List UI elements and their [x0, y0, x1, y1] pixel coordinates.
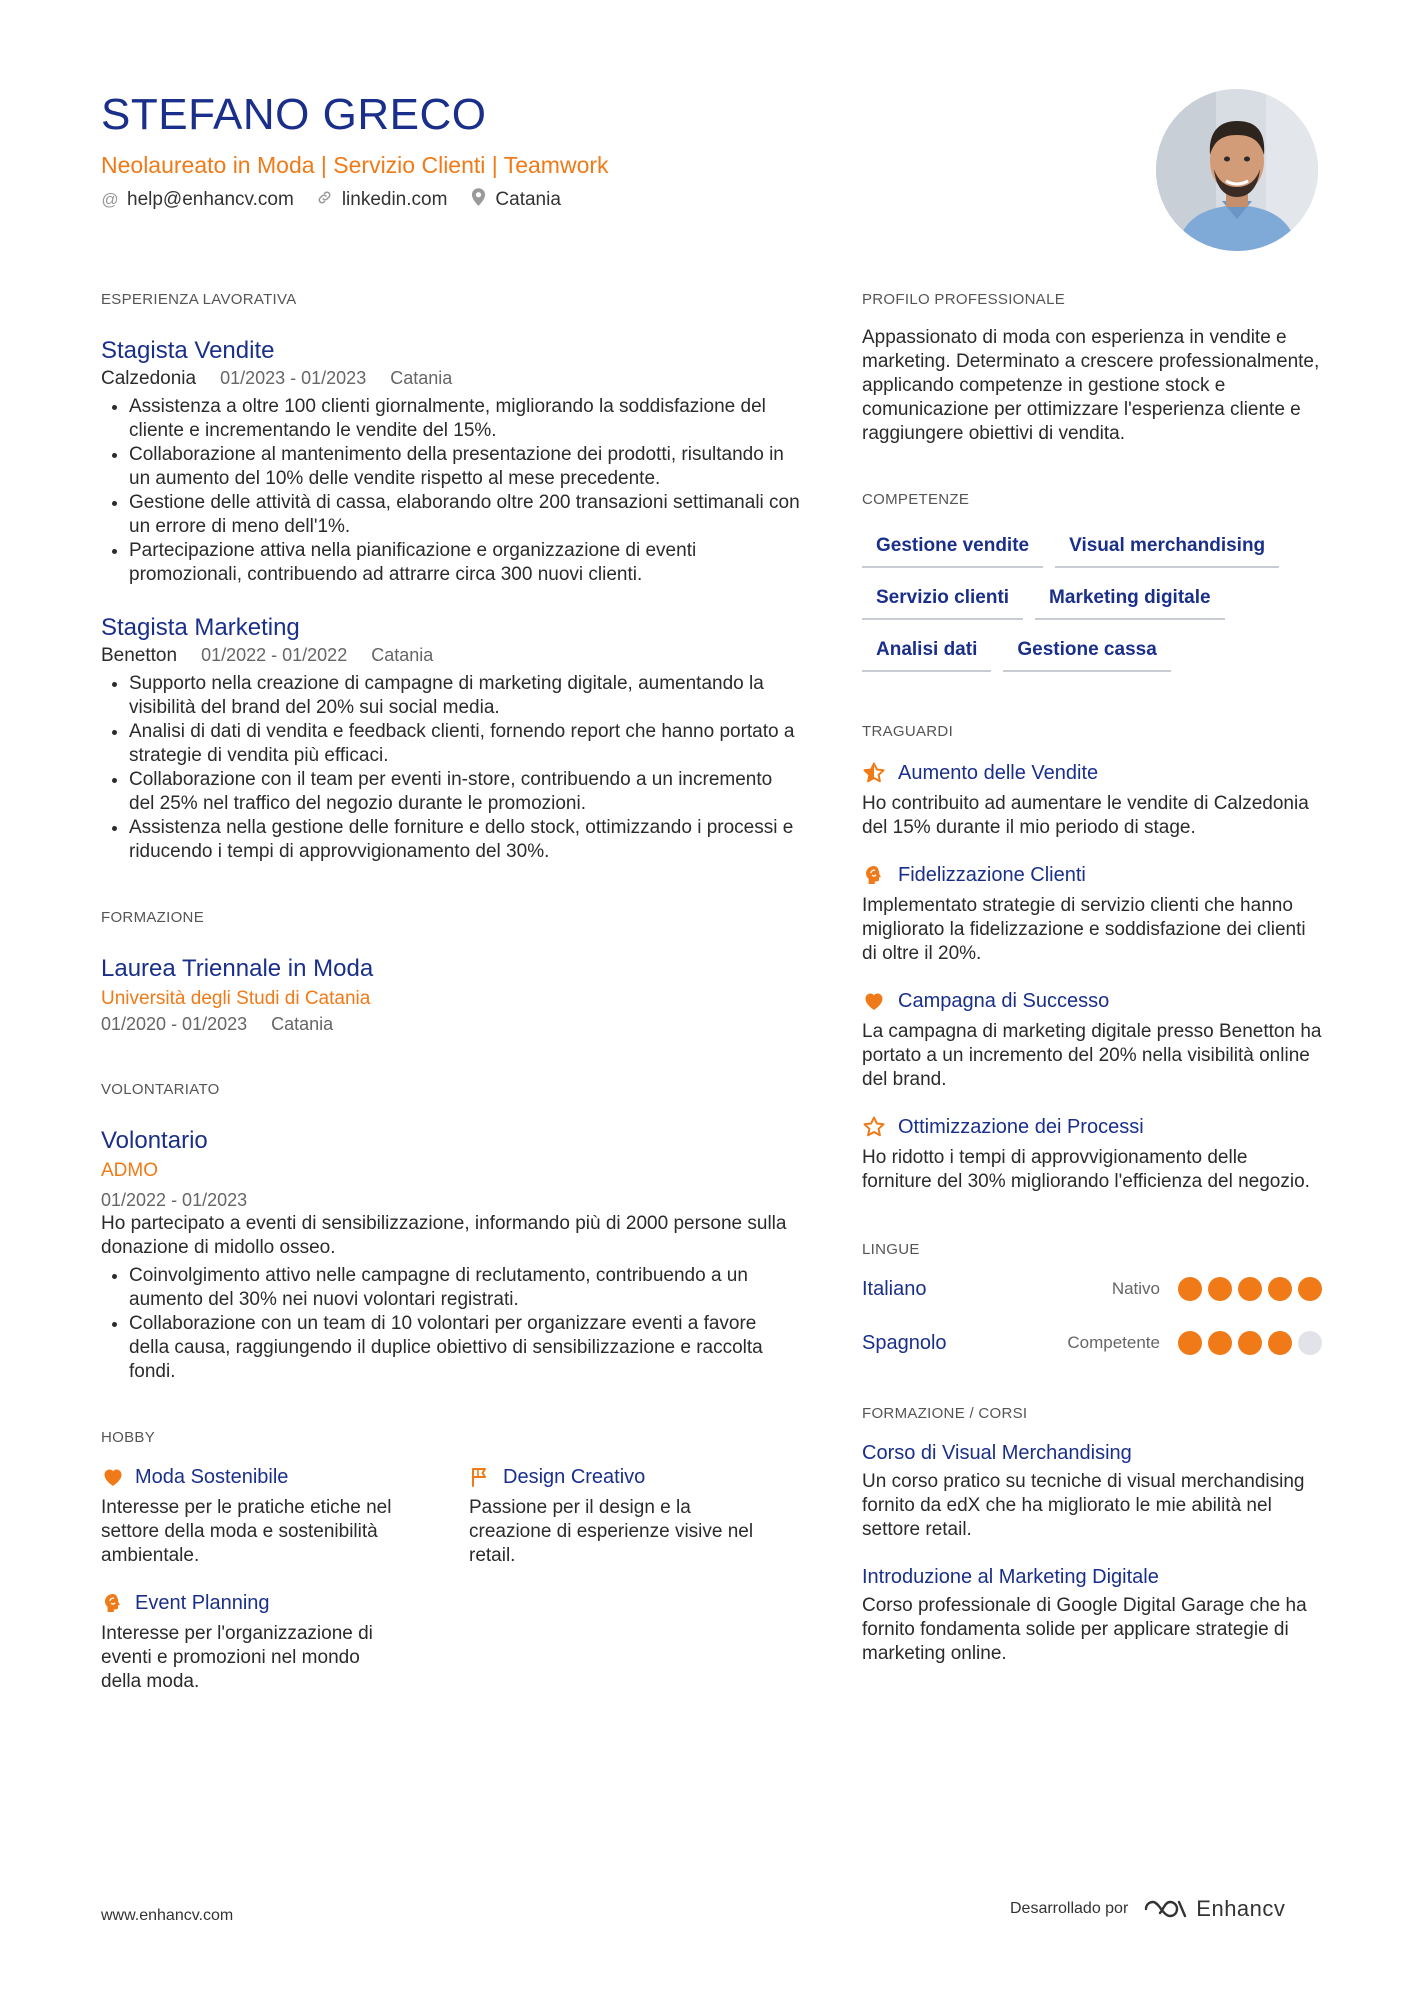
rating-dot-filled: [1208, 1331, 1232, 1355]
at-icon: @: [101, 189, 119, 209]
hobby-title: Event Planning: [135, 1592, 270, 1614]
language-item: [862, 1274, 1322, 1304]
course-title: Introduzione al Marketing Digitale: [862, 1566, 1159, 1588]
left-column: [101, 290, 801, 1694]
language-level: Competente: [1067, 1333, 1160, 1352]
footer-website[interactable]: www.enhancv.com: [101, 1907, 234, 1924]
hobby-item: [469, 1464, 799, 1568]
job-bullet: • Collaborazione al mantenimento della presentazione dei prodotti, risultando in un aumento del 10% delle vendite rispetto al mese precedente.: [129, 443, 801, 491]
achievements-section-title: TRAGUARDI: [862, 723, 954, 740]
achievement-item: [862, 1114, 1322, 1194]
hobby-title: Moda Sostenibile: [135, 1466, 289, 1488]
brain-icon: [862, 863, 886, 887]
contact-location: [469, 188, 561, 211]
job-entry: [101, 336, 801, 587]
course-description: Un corso pratico su tecniche di visual merchandising fornito da edX che ha migliorato le mie abilità nel settore retail.: [862, 1471, 1305, 1540]
job-bullet: • Assistenza nella gestione delle forniture e dello stock, ottimizzando i processi e riducendo i tempi di approvvigionamento del 30%.: [129, 816, 801, 864]
skill-tag: Visual merchandising: [1055, 528, 1279, 568]
job-dates: 01/2022 - 01/2022: [201, 645, 348, 665]
education-school: Università degli Studi di Catania: [101, 988, 371, 1009]
star-outline-icon: [862, 1115, 886, 1139]
brain-icon: [101, 1591, 125, 1615]
achievement-title: Aumento delle Vendite: [898, 762, 1099, 784]
achievement-description: Ho ridotto i tempi di approvvigionamento delle forniture del 30% migliorando l'efficienza del negozio.: [862, 1147, 1310, 1192]
job-location: Catania: [371, 645, 434, 665]
achievement-title: Fidelizzazione Clienti: [898, 864, 1086, 886]
skill-tag: Marketing digitale: [1035, 580, 1225, 620]
course-title: Corso di Visual Merchandising: [862, 1442, 1132, 1464]
skill-tag: Analisi dati: [862, 632, 991, 672]
link-icon: [316, 189, 334, 211]
hobby-item: [101, 1464, 469, 1568]
job-bullets: [101, 672, 801, 864]
job-bullets: [101, 395, 801, 587]
volunteering-meta: [101, 1188, 801, 1212]
education-meta: [101, 1012, 801, 1036]
achievement-head: [862, 1114, 1322, 1140]
profile-photo: [1156, 89, 1318, 251]
hobby-title: Design Creativo: [503, 1466, 646, 1488]
job-meta: [101, 643, 801, 668]
job-company: Benetton: [101, 645, 178, 666]
job-bullet: • Gestione delle attività di cassa, elaborando oltre 200 transazioni settimanali con un errore di meno dell'1%.: [129, 491, 801, 539]
job-company: Calzedonia: [101, 368, 197, 389]
achievement-head: [862, 760, 1322, 786]
brand-logo[interactable]: [1142, 1896, 1285, 1922]
education-location: Catania: [271, 1014, 334, 1034]
email-text: help@enhancv.com: [127, 188, 294, 210]
job-meta: [101, 366, 801, 391]
achievement-description: La campagna di marketing digitale presso Benetton ha portato a un incremento del 20% nella visibilità online del brand.: [862, 1021, 1322, 1090]
education-section-title: FORMAZIONE: [101, 909, 204, 926]
location-pin-icon: [469, 188, 487, 211]
hobby-head: [101, 1590, 469, 1616]
volunteering-dates: 01/2022 - 01/2023: [101, 1190, 248, 1210]
rating-dot-filled: [1298, 1277, 1322, 1301]
footer-branding: [1010, 1896, 1285, 1922]
language-rating: [1178, 1331, 1322, 1355]
language-name: Italiano: [862, 1277, 927, 1300]
candidate-name: STEFANO GRECO: [101, 90, 487, 139]
volunteering-entry: [101, 1126, 801, 1384]
rating-dot-filled: [1208, 1277, 1232, 1301]
flag-icon: [469, 1465, 493, 1489]
achievement-description: Ho contribuito ad aumentare le vendite di Calzedonia del 15% durante il mio periodo di stage.: [862, 793, 1309, 838]
hobbies-grid: [101, 1464, 801, 1694]
job-bullet: • Assistenza a oltre 100 clienti giornalmente, migliorando la soddisfazione del cliente e incrementando le vendite del 15%.: [129, 395, 801, 443]
achievement-head: [862, 988, 1322, 1014]
language-name: Spagnolo: [862, 1331, 947, 1354]
volunteering-org: ADMO: [101, 1160, 158, 1181]
volunteering-bullet: • Coinvolgimento attivo nelle campagne di reclutamento, contribuendo a un aumento del 30% nei nuovi volontari registrati.: [129, 1264, 801, 1312]
hobby-head: [469, 1464, 799, 1490]
course-item: [862, 1440, 1322, 1542]
language-item: [862, 1328, 1322, 1358]
achievement-title: Ottimizzazione dei Processi: [898, 1116, 1144, 1138]
candidate-tagline: Neolaureato in Moda | Servizio Clienti | Teamwork: [101, 152, 609, 178]
volunteering-bullets: [101, 1264, 801, 1384]
course-description: Corso professionale di Google Digital Garage che ha fornito fondamenta solide per applicare strategie di marketing online.: [862, 1595, 1307, 1664]
linkedin-text: linkedin.com: [341, 188, 448, 210]
language-rating: [1178, 1277, 1322, 1301]
right-column: [862, 290, 1322, 1666]
rating-dot-filled: [1238, 1331, 1262, 1355]
hobby-description: Interesse per le pratiche etiche nel settore della moda e sostenibilità ambientale.: [101, 1497, 392, 1566]
achievement-item: [862, 988, 1322, 1092]
achievement-head: [862, 862, 1322, 888]
skills-list: [862, 528, 1322, 672]
hobby-description: Interesse per l'organizzazione di eventi e promozioni nel mondo della moda.: [101, 1623, 373, 1692]
powered-by-text: Desarrollado por: [1010, 1900, 1129, 1917]
contact-row: [101, 188, 1101, 211]
profile-section-title: PROFILO PROFESSIONALE: [862, 291, 1066, 308]
skill-tag: Gestione cassa: [1003, 632, 1170, 672]
resume-header: [101, 90, 1101, 211]
job-bullet: • Collaborazione con il team per eventi in-store, contribuendo a un incremento del 25% nel traffico del negozio durante le promozioni.: [129, 768, 801, 816]
achievement-item: [862, 760, 1322, 840]
contact-linkedin[interactable]: [316, 189, 448, 211]
heart-icon: [101, 1465, 125, 1489]
location-text: Catania: [495, 188, 561, 210]
courses-section-title: FORMAZIONE / CORSI: [862, 1405, 1028, 1422]
job-dates: 01/2023 - 01/2023: [220, 368, 367, 388]
volunteering-role: Volontario: [101, 1127, 208, 1154]
achievement-item: [862, 862, 1322, 966]
heart-icon: [862, 989, 886, 1013]
rating-dot-filled: [1178, 1277, 1202, 1301]
hobbies-section-title: HOBBY: [101, 1429, 156, 1446]
brand-name: Enhancv: [1196, 1896, 1286, 1921]
enhancv-logo-icon: [1142, 1897, 1188, 1921]
languages-list: [862, 1274, 1322, 1358]
job-bullet: • Supporto nella creazione di campagne di marketing digitale, aumentando la visibilità del brand del 20% sui social media.: [129, 672, 801, 720]
hobby-item: [101, 1590, 469, 1694]
language-level: Nativo: [1111, 1279, 1160, 1298]
experience-section-title: ESPERIENZA LAVORATIVA: [101, 291, 297, 308]
education-degree: Laurea Triennale in Moda: [101, 955, 374, 982]
achievement-title: Campagna di Successo: [898, 990, 1110, 1012]
job-location: Catania: [390, 368, 453, 388]
skill-tag: Servizio clienti: [862, 580, 1023, 620]
education-entry: [101, 954, 801, 1036]
hobby-description: Passione per il design e la creazione di esperienze visive nel retail.: [469, 1497, 754, 1566]
rating-dot-filled: [1268, 1277, 1292, 1301]
hobby-head: [101, 1464, 469, 1490]
rating-dot-filled: [1238, 1277, 1262, 1301]
rating-dot-filled: [1178, 1331, 1202, 1355]
job-entry: [101, 613, 801, 864]
achievement-description: Implementato strategie di servizio clienti che hanno migliorato la fidelizzazione e soddisfazione dei clienti di oltre il 20%.: [862, 895, 1306, 964]
skill-tag: Gestione vendite: [862, 528, 1043, 568]
job-bullet: • Analisi di dati di vendita e feedback clienti, fornendo report che hanno portato a strategie di vendita più efficaci.: [129, 720, 801, 768]
job-bullet: • Partecipazione attiva nella pianificazione e organizzazione di eventi promozionali, contribuendo ad attrarre circa 300 nuovi clienti.: [129, 539, 801, 587]
rating-dot-empty: [1298, 1331, 1322, 1355]
languages-section-title: LINGUE: [862, 1241, 920, 1258]
education-dates: 01/2020 - 01/2023: [101, 1014, 248, 1034]
job-title: Stagista Vendite: [101, 337, 275, 364]
contact-email[interactable]: [101, 189, 294, 211]
rating-dot-filled: [1268, 1331, 1292, 1355]
course-item: [862, 1564, 1322, 1666]
volunteering-bullet: • Collaborazione con un team di 10 volontari per organizzare eventi a favore della causa, raggiungendo il duplice obiettivo di sensibilizzazione e raccolta fondi.: [129, 1312, 801, 1384]
volunteering-description: Ho partecipato a eventi di sensibilizzazione, informando più di 2000 persone sulla donazione di midollo osseo.: [101, 1213, 787, 1258]
job-title: Stagista Marketing: [101, 614, 300, 641]
volunteering-section-title: VOLONTARIATO: [101, 1081, 220, 1098]
profile-text: Appassionato di moda con esperienza in vendite e marketing. Determinato a crescere professionalmente, applicando competenze in gestione stock e comunicazione per ottimizzare l'esperienza cliente e raggiungere obiettivi di vendita.: [862, 327, 1320, 444]
star-half-icon: [862, 761, 886, 785]
skills-section-title: COMPETENZE: [862, 491, 970, 508]
